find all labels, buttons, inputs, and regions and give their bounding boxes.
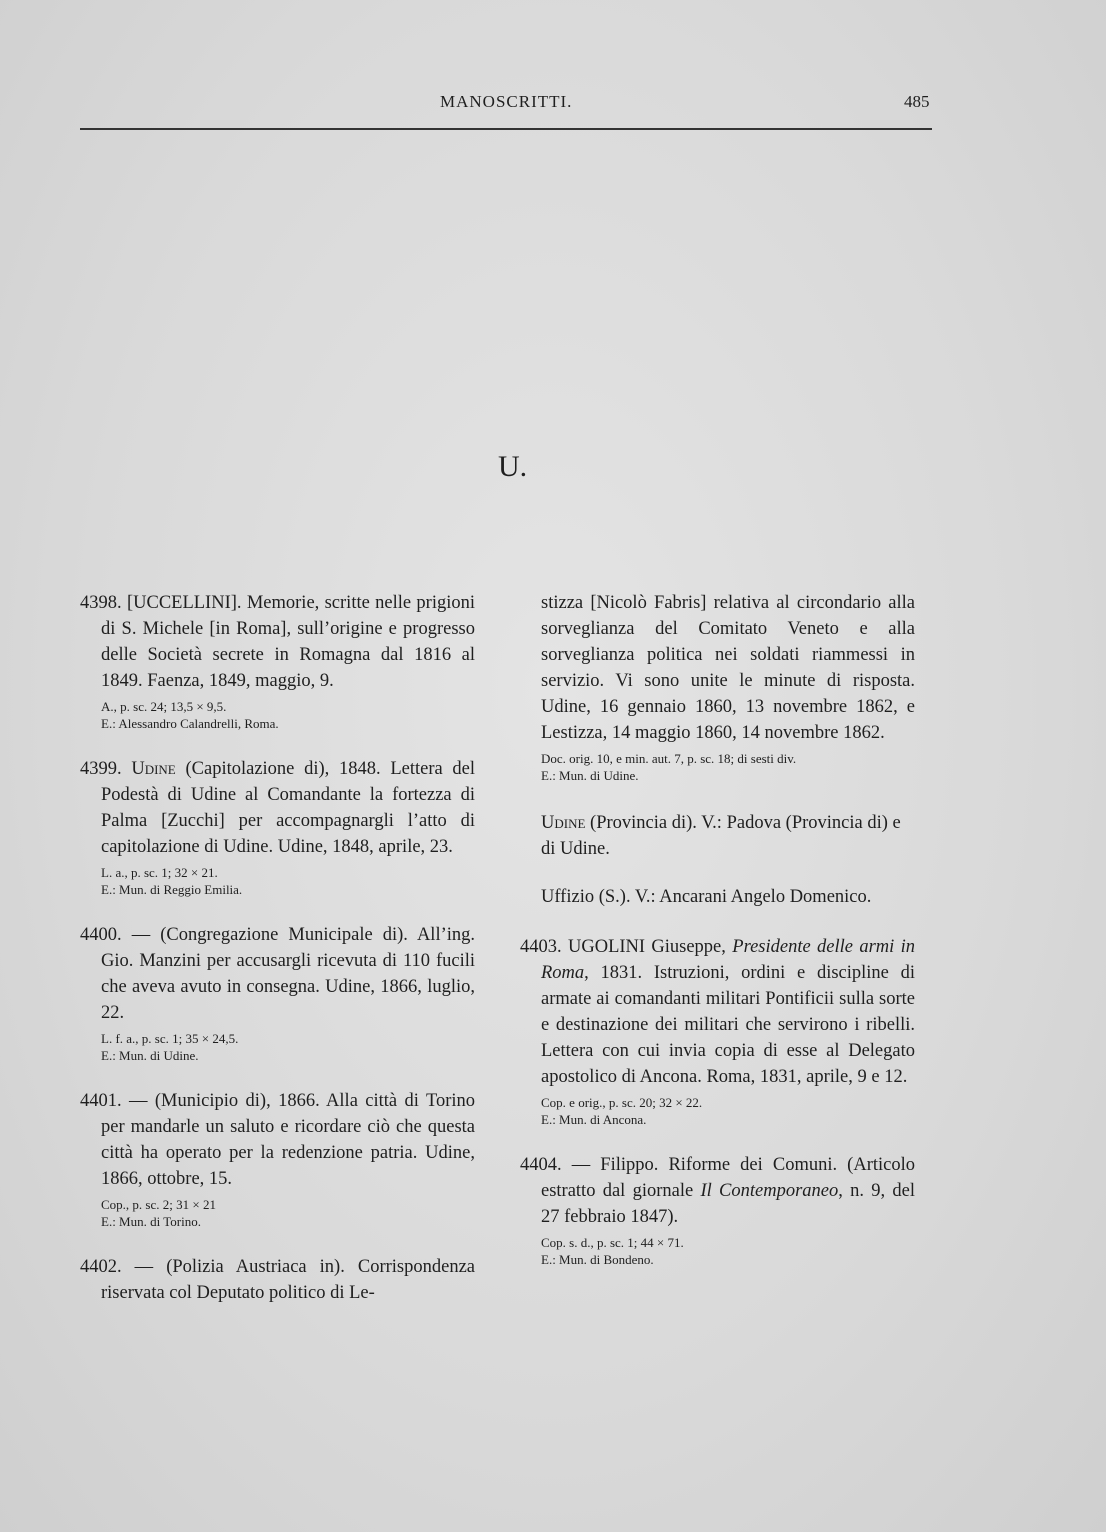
ref-body: Uffizio (S.). V.: Ancarani Angelo Domenico. [541,887,872,907]
entry-text [80,756,475,860]
entry-body: — Filippo. Riforme dei Comuni. (Articolo estratto dal giornale [541,1155,915,1201]
entry-text [520,934,915,1090]
meta-owner: E.: Mun. di Bondeno. [541,1252,654,1267]
entry-body: stizza [Nicolò Fabris] relativa al circondario alla sorveglianza del Comitato Veneto e alla sorveglianza politica nei soldati riammessi in servizio. Vi sono unite le minute di risposta. Udine, 16 gennaio 1860, 13 novembre 1862, e Lestizza, 14 maggio 1860, 14 novembre 1862. [541,593,915,743]
entry-title-italic: Il Contemporaneo [700,1181,839,1201]
entry-number: 4400. [80,925,122,945]
cross-reference-provincia [520,810,915,862]
entry-text [80,1254,475,1306]
entry-4402-continuation [520,590,915,784]
entry-body-end: , n. 9, del 27 febbraio 1847). [541,1181,916,1227]
entry-4401 [80,1088,475,1230]
meta-format: Cop. e orig., p. sc. 20; 32 × 22. [541,1095,703,1110]
entry-body: , 1831. Istruzioni, ordini e discipline di armate ai comandanti militari Pontificii sulla sorte e destinazione dei militari che servirono i ribelli. Lettera con cui invia copia di esse al Delegato apostolico di Ancona. Roma, 1831, aprile, 9 e 12. [541,963,915,1087]
entry-4402 [80,1254,475,1306]
entry-number: 4398. [80,593,122,613]
running-header: MANOSCRITTI. [440,92,573,111]
entry-meta [80,864,475,898]
meta-owner: E.: Mun. di Udine. [541,768,639,783]
entry-number: 4401. [80,1091,122,1111]
meta-owner: E.: Mun. di Torino. [101,1214,201,1229]
meta-owner: E.: Mun. di Ancona. [541,1112,647,1127]
entry-body: — (Municipio di), 1866. Alla città di Torino per mandarle un saluto e ricordare ciò che questa città ha operato per la redenzione patria. Udine, 1866, ottobre, 15. [101,1091,475,1189]
header-rule [80,128,932,130]
entry-number: 4403. [520,937,562,957]
entry-text [80,922,475,1026]
right-column [520,590,915,1286]
entry-meta [520,750,915,784]
entry-author: UGOLINI Giuseppe, [567,937,726,957]
entry-text [80,590,475,694]
entry-body: (Capitolazione di), 1848. Lettera del Podestà di Udine al Comandante la fortezza di Palma [Zucchi] per accompagnargli l’atto di capitolazione di Udine. Udine, 1848, aprile, 23. [101,759,476,857]
meta-format: L. f. a., p. sc. 1; 35 × 24,5. [101,1031,239,1046]
meta-owner: E.: Mun. di Udine. [101,1048,199,1063]
entry-meta [80,1030,475,1064]
meta-format: A., p. sc. 24; 13,5 × 9,5. [101,699,227,714]
ref-body: (Provincia di). V.: Padova (Provincia di) e di Udine. [541,813,901,859]
entry-title-italic: Presidente delle armi in Roma [541,937,916,983]
meta-format: Cop., p. sc. 2; 31 × 21 [101,1197,216,1212]
left-column [80,590,475,1324]
entry-body: [UCCELLINI]. Memorie, scritte nelle prigioni di S. Michele [in Roma], sull’origine e progresso delle Società secrete in Romagna dal 1816 al 1849. Faenza, 1849, maggio, 9. [101,593,475,691]
entry-meta [520,1234,915,1268]
meta-owner: E.: Mun. di Reggio Emilia. [101,882,243,897]
entry-4404 [520,1152,915,1268]
entry-4400 [80,922,475,1064]
entry-text [520,1152,915,1230]
entry-body: — (Congregazione Municipale di). All’ing. Gio. Manzini per accusargli ricevuta di 110 fucili che aveva avuto in consegna. Udine, 1866, luglio, 22. [101,925,476,1023]
page-number: 485 [904,92,930,111]
entry-text [80,1088,475,1192]
entry-number: 4399. [80,759,122,779]
entry-body: — (Polizia Austriaca in). Corrispondenza riservata col Deputato politico di Le- [101,1257,475,1303]
meta-format: Cop. s. d., p. sc. 1; 44 × 71. [541,1235,684,1250]
entry-4403 [520,934,915,1128]
section-letter: U. [498,450,528,483]
meta-format: Doc. orig. 10, e min. aut. 7, p. sc. 18; di sesti div. [541,751,797,766]
meta-format: L. a., p. sc. 1; 32 × 21. [101,865,218,880]
entry-number: 4404. [520,1155,562,1175]
meta-owner: E.: Alessandro Calandrelli, Roma. [101,716,279,731]
entry-4399 [80,756,475,898]
entry-number: 4402. [80,1257,122,1277]
entry-heading: Udine [131,759,176,779]
entry-meta [80,698,475,732]
cross-reference-uffizio [520,884,915,910]
ref-heading: Udine [541,813,586,833]
entry-4398 [80,590,475,732]
entry-meta [80,1196,475,1230]
entry-meta [520,1094,915,1128]
